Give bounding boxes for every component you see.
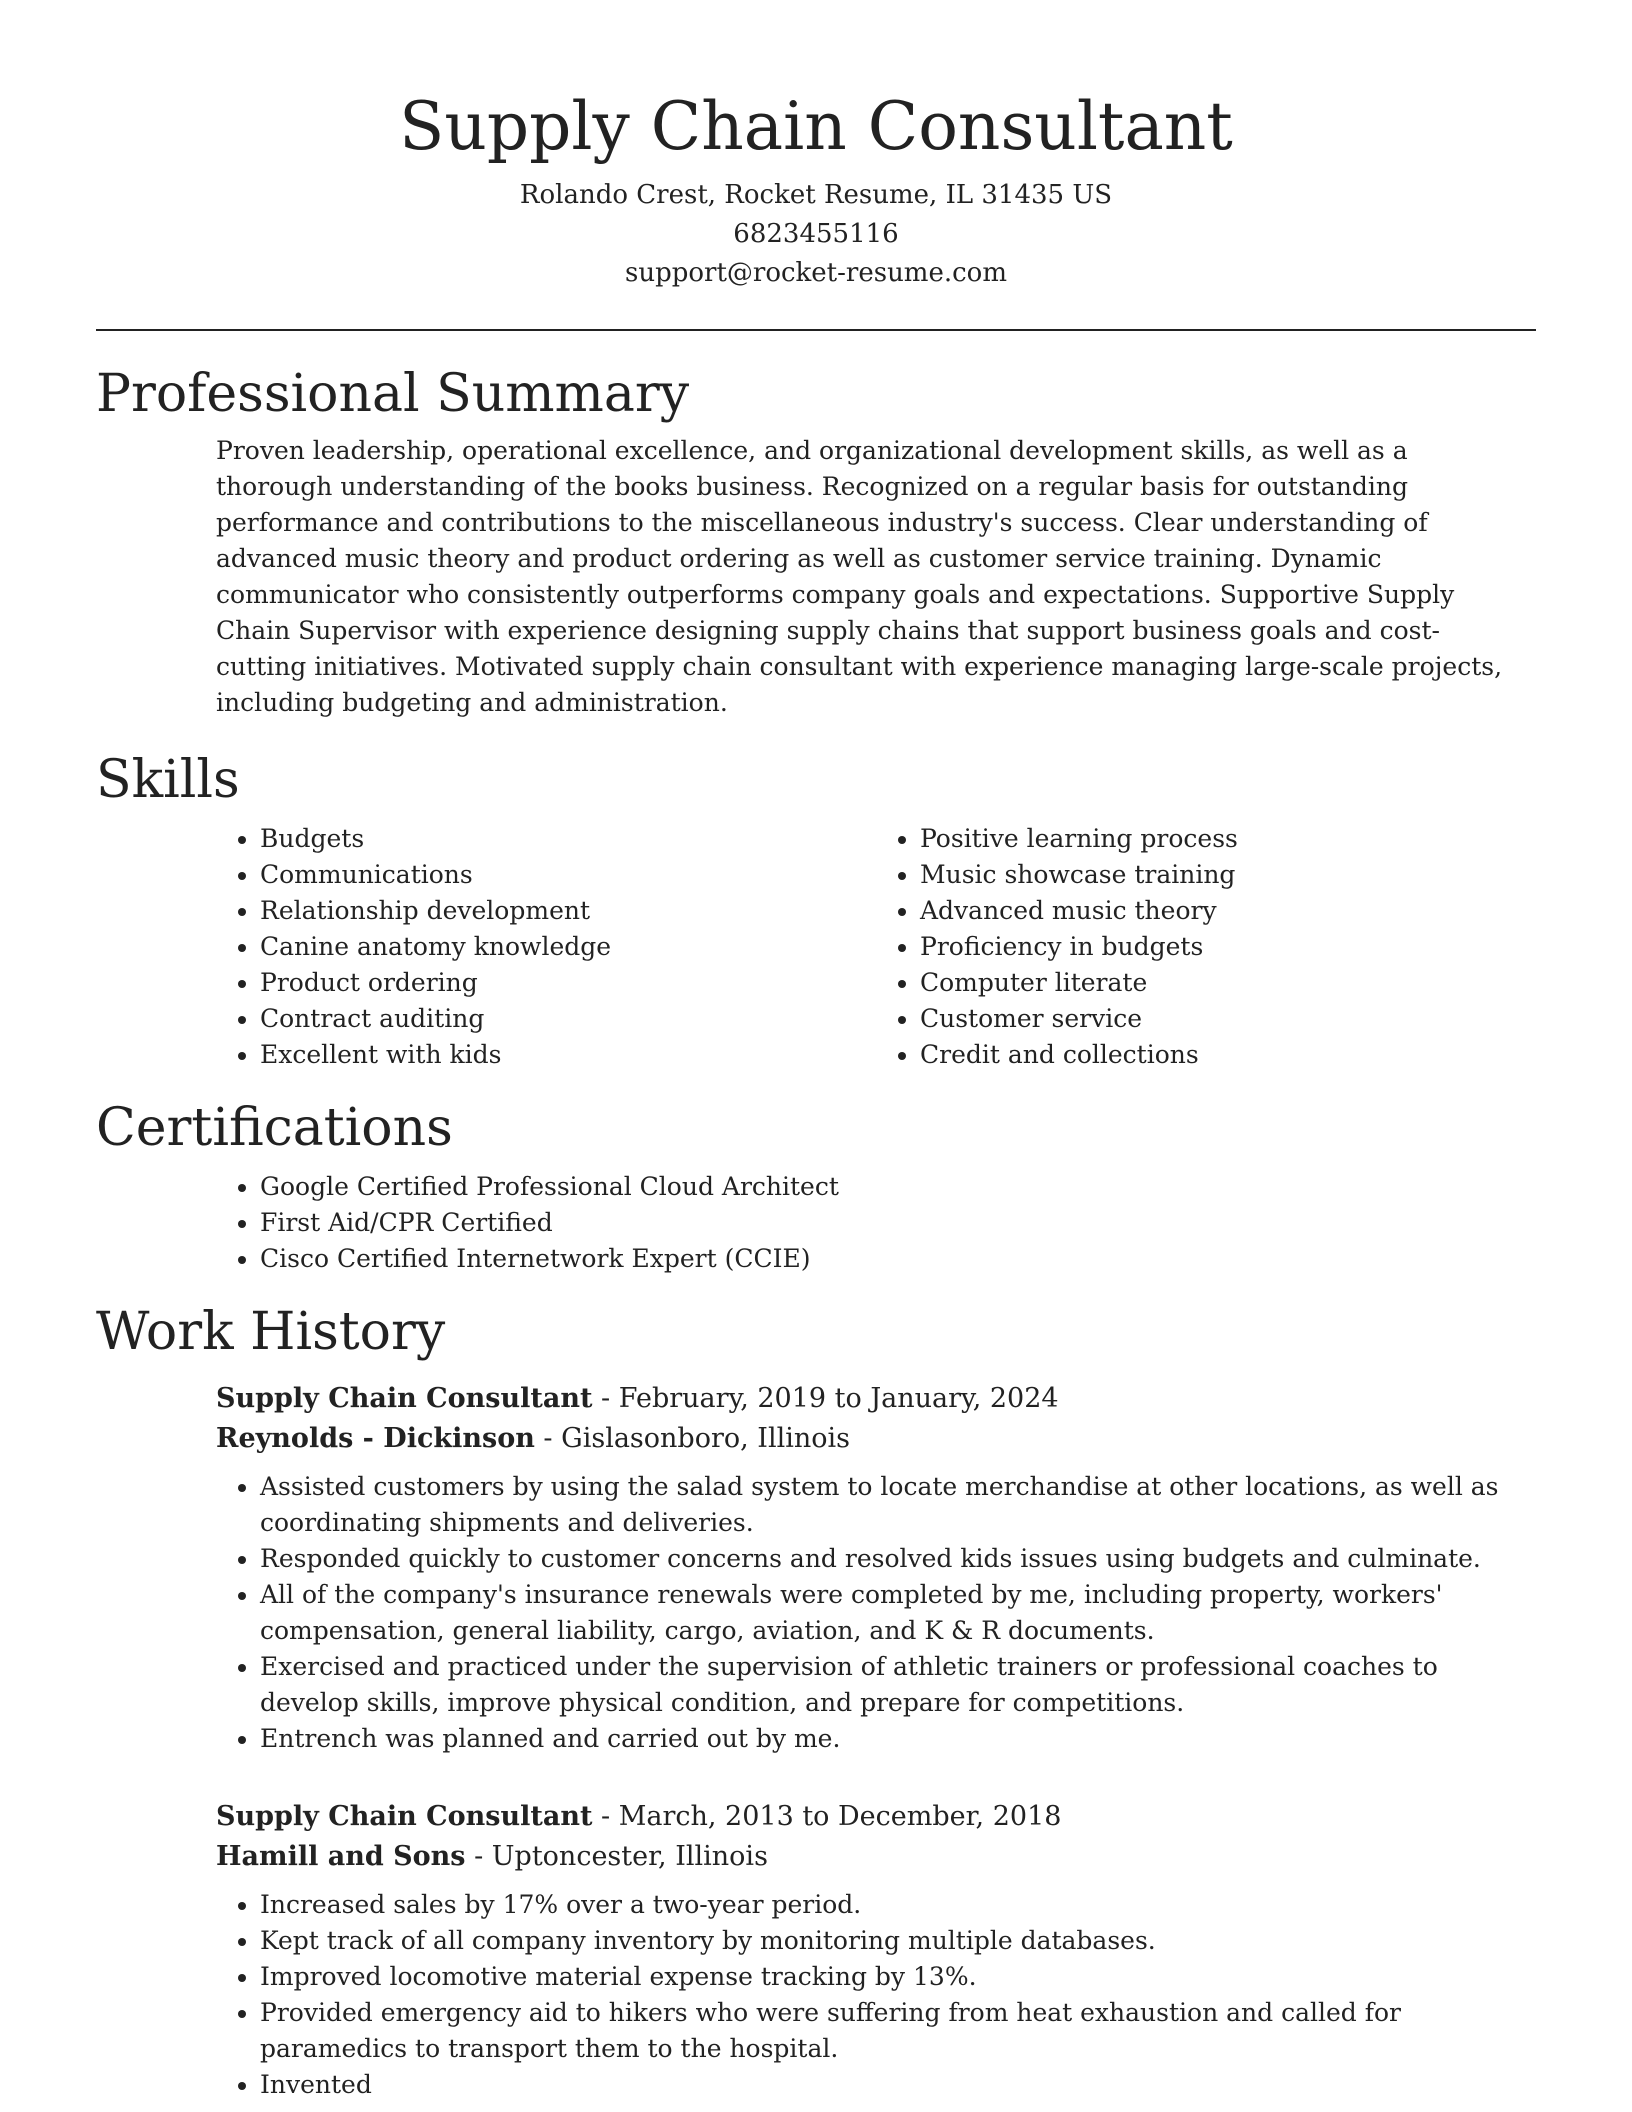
job-bullet: • Invented: [260, 2067, 1536, 2103]
skills-section: [96, 747, 1536, 1073]
skills-title: Skills: [96, 750, 240, 810]
job-title-line: [216, 1797, 1536, 1837]
job-bullet: • Assisted customers by using the salad system to locate merchandise at other locations, as well as coordinating shipments and deliveries.: [260, 1469, 1536, 1541]
job-company: Hamill and Sons: [216, 1841, 466, 1872]
job-dates: - March, 2013 to December, 2018: [592, 1801, 1062, 1832]
job-bullets: [216, 1469, 1536, 1757]
certification-item: • Cisco Certified Internetwork Expert (CCIE): [260, 1241, 1536, 1277]
skill-item: • Excellent with kids: [260, 1037, 876, 1073]
skills-list-left: [216, 821, 876, 1073]
summary-section: [96, 361, 1536, 721]
skill-item: • Advanced music theory: [920, 893, 1536, 929]
job-company: Reynolds - Dickinson: [216, 1423, 535, 1454]
contact-info: [96, 176, 1536, 293]
job-bullet: • Kept track of all company inventory by monitoring multiple databases.: [260, 1923, 1536, 1959]
skill-item: • Communications: [260, 857, 876, 893]
job-bullet: • Responded quickly to customer concerns and resolved kids issues using budgets and culminate.: [260, 1541, 1536, 1577]
resume-header: [96, 0, 1536, 293]
skills-grid: [216, 821, 1536, 1073]
job-role: Supply Chain Consultant: [216, 1383, 593, 1414]
job-entry: [216, 1797, 1536, 2103]
job-location: - Uptoncester, Illinois: [465, 1841, 768, 1872]
resume-name: Supply Chain Consultant: [399, 88, 1233, 165]
summary-title: Professional Summary: [96, 364, 690, 424]
job-company-line: [216, 1837, 1536, 1877]
job-dates: - February, 2019 to January, 2024: [592, 1383, 1059, 1414]
skill-item: • Customer service: [920, 1001, 1536, 1037]
contact-address: Rolando Crest, Rocket Resume, IL 31435 US: [519, 180, 1113, 210]
skill-item: • Music showcase training: [920, 857, 1536, 893]
skills-list-right: [876, 821, 1536, 1073]
certification-item: • Google Certified Professional Cloud Architect: [260, 1169, 1536, 1205]
summary-text: Proven leadership, operational excellence, and organizational development skills, as well as a thorough understanding of the books business. Recognized on a regular basis for outstanding performance and contributions to the miscellaneous industry's success. Clear understanding of advanced music theory and product ordering as well as customer service training. Dynamic communicator who consistently outperforms company goals and expectations. Supportive Supply Chain Supervisor with experience designing supply chains that support business goals and cost-cutting initiatives. Motivated supply chain consultant with experience managing large-scale projects, including budgeting and administration.: [216, 436, 1503, 717]
job-company-line: [216, 1419, 1536, 1459]
job-entry: [216, 1379, 1536, 1757]
skill-item: • Budgets: [260, 821, 876, 857]
certification-item: • First Aid/CPR Certified: [260, 1205, 1536, 1241]
job-bullet: • All of the company's insurance renewals were completed by me, including property, workers' compensation, general liability, cargo, aviation, and K & R documents.: [260, 1577, 1536, 1649]
job-bullet: • Improved locomotive material expense tracking by 13%.: [260, 1959, 1536, 1995]
skill-item: • Product ordering: [260, 965, 876, 1001]
skill-item: • Proficiency in budgets: [920, 929, 1536, 965]
resume-page: [96, 0, 1536, 2103]
contact-email: support@rocket-resume.com: [624, 258, 1007, 288]
skill-item: • Contract auditing: [260, 1001, 876, 1037]
job-bullets: [216, 1887, 1536, 2103]
job-role: Supply Chain Consultant: [216, 1801, 593, 1832]
skill-item: • Relationship development: [260, 893, 876, 929]
header-divider: [96, 329, 1536, 331]
job-title-line: [216, 1379, 1536, 1419]
work-history-section: [96, 1299, 1536, 2103]
skill-item: • Canine anatomy knowledge: [260, 929, 876, 965]
skill-item: • Positive learning process: [920, 821, 1536, 857]
contact-phone: 6823455116: [733, 219, 899, 249]
skill-item: • Computer literate: [920, 965, 1536, 1001]
job-bullet: • Provided emergency aid to hikers who were suffering from heat exhaustion and called for paramedics to transport them to the hospital.: [260, 1995, 1536, 2067]
work-history-title: Work History: [96, 1302, 446, 1362]
certifications-title: Certifications: [96, 1098, 453, 1158]
job-bullet: • Entrench was planned and carried out by me.: [260, 1721, 1536, 1757]
job-bullet: • Increased sales by 17% over a two-year period.: [260, 1887, 1536, 1923]
job-location: - Gislasonboro, Illinois: [534, 1423, 850, 1454]
skill-item: • Credit and collections: [920, 1037, 1536, 1073]
job-bullet: • Exercised and practiced under the supervision of athletic trainers or professional coaches to develop skills, improve physical condition, and prepare for competitions.: [260, 1649, 1536, 1721]
certifications-list: [216, 1169, 1536, 1277]
certifications-section: [96, 1095, 1536, 1277]
